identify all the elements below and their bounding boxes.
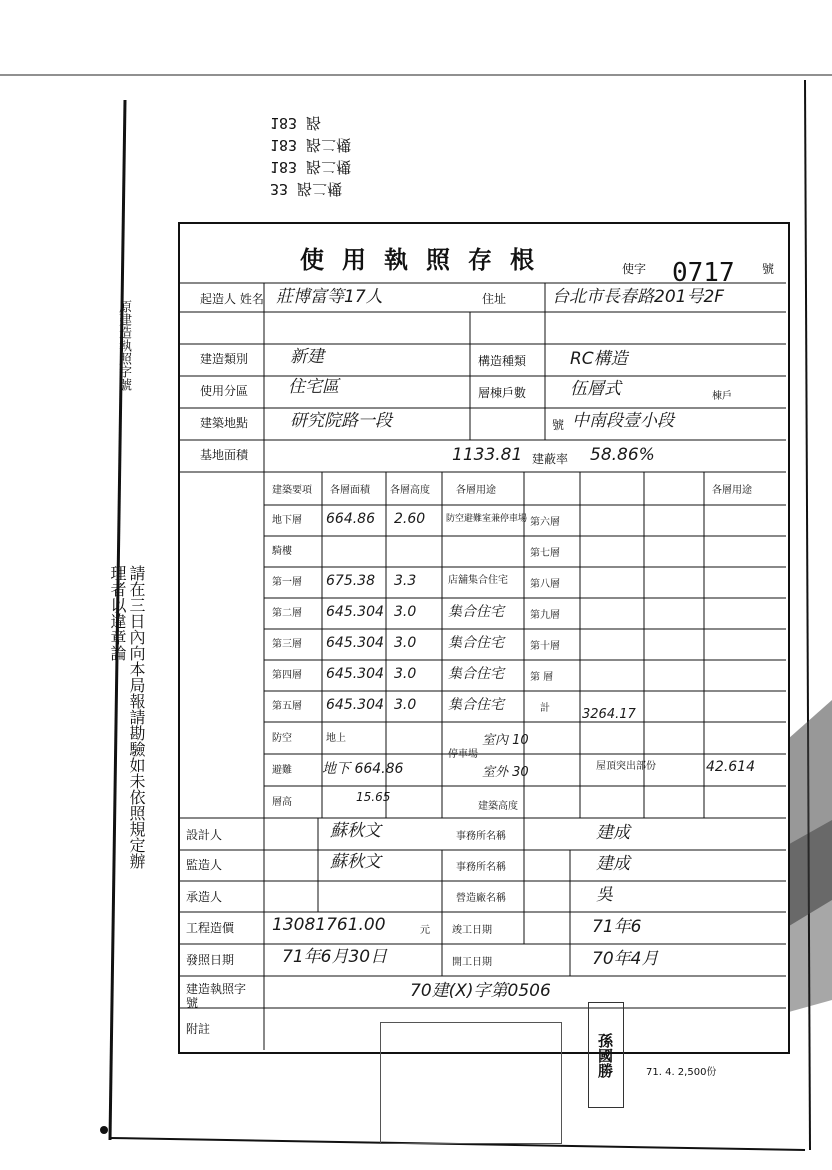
cost-unit: 元 (420, 925, 430, 936)
area-label: 基地面積 (200, 448, 249, 462)
margin-small-text: 原建造執照字號 (116, 300, 131, 391)
floor-name: 第四層 (272, 670, 302, 681)
right-floor-name: 第七層 (530, 548, 560, 559)
note-label: 附註 (186, 1022, 211, 1036)
floor-name: 第一層 (272, 577, 302, 588)
floor-area: 645.304 (326, 635, 384, 651)
floor-name: 第三層 (272, 639, 302, 650)
permit-number: 0717 (672, 258, 735, 288)
area-value: 1133.81 (452, 445, 523, 465)
site-label: 建築地點 (200, 416, 249, 430)
building-height-label: 建築高度 (478, 801, 518, 812)
coverage-value: 58.86% (590, 445, 655, 465)
designer-label: 設計人 (186, 828, 223, 842)
parking-out: 室外 30 (482, 765, 529, 780)
header-stamp-line: 183 路二樓 (270, 136, 352, 154)
floor-use: 集合住宅 (448, 635, 504, 651)
floor-name: 地下層 (272, 515, 302, 526)
margin-large-text: 請在三日內向本局報請勘驗如未依照規定辦理者以違章論 (108, 565, 146, 869)
designer-office: 建成 (596, 823, 630, 843)
type-label: 建造類別 (200, 352, 249, 366)
contractor-office-label: 營造廠名稱 (456, 893, 506, 904)
col-header-height: 各層高度 (390, 485, 430, 496)
structure-value: RC構造 (570, 349, 628, 369)
right-floor-name: 第十層 (530, 641, 560, 652)
total-area: 3264.17 (582, 707, 636, 722)
header-stamp-line: 183 路 (270, 114, 322, 132)
floor-name: 第二層 (272, 608, 302, 619)
designer-office-label: 事務所名稱 (456, 831, 506, 842)
supervisor-label: 監造人 (186, 858, 223, 872)
site-value: 研究院路一段 (290, 411, 392, 431)
floor-area: 645.304 (326, 604, 384, 620)
refuge-label: 避難 (272, 765, 292, 776)
floor-height: 2.60 (394, 511, 426, 527)
cost-label: 工程造價 (186, 921, 235, 935)
floor-use: 店舖集合住宅 (448, 575, 508, 586)
address-label: 住址 (482, 292, 507, 306)
shelter-label: 防空 (272, 733, 292, 744)
header-stamp-line: 183 路二樓 (270, 158, 352, 176)
bottom-stamp-area (380, 1022, 562, 1144)
coverage-label: 建蔽率 (532, 452, 569, 466)
header-stamp-line: 33 路二樓 (270, 180, 343, 198)
floors-label: 層棟戶數 (478, 386, 527, 400)
structure-label: 構造種類 (478, 354, 527, 368)
start-value: 70年4月 (592, 949, 659, 969)
owner-label: 起造人 姓名 (200, 292, 264, 306)
roof-value: 42.614 (706, 759, 755, 775)
issue-value: 71年6月30日 (282, 947, 388, 967)
contractor-label: 承造人 (186, 890, 223, 904)
roof-label: 屋頂突出部份 (596, 761, 656, 772)
floor-height: 3.0 (394, 604, 417, 620)
supervisor-office: 建成 (596, 854, 630, 874)
refuge-value: 地下 664.86 (322, 761, 404, 777)
right-floor-name: 第九層 (530, 610, 560, 621)
parking-in: 室內 10 (482, 733, 529, 748)
approver-stamp (588, 1002, 624, 1108)
shelter-value: 地上 (326, 733, 346, 744)
lot-value: 中南段壹小段 (572, 411, 674, 431)
height-label: 層高 (272, 797, 292, 808)
floor-area: 645.304 (326, 666, 384, 682)
floor-use: 集合住宅 (448, 697, 504, 713)
col-header-use: 各層用途 (456, 485, 496, 496)
floor-use: 集合住宅 (448, 604, 504, 620)
floor-height: 3.0 (394, 697, 417, 713)
license-label: 建造執照字號 (186, 982, 247, 1010)
floor-area: 645.304 (326, 697, 384, 713)
start-label: 開工日期 (452, 957, 492, 968)
owner-value: 莊博富等17人 (276, 287, 383, 307)
type-value: 新建 (290, 347, 324, 367)
floor-use: 集合住宅 (448, 666, 504, 682)
floor-height: 3.0 (394, 635, 417, 651)
issue-label: 發照日期 (186, 953, 235, 967)
height-value: 15.65 (356, 790, 391, 804)
right-floor-name: 第八層 (530, 579, 560, 590)
print-note: 71. 4. 2,500份 (646, 1067, 717, 1078)
right-floor-name: 第六層 (530, 517, 560, 528)
address-value: 台北市長春路201号2F (552, 287, 725, 307)
parking-label: 停車場 (448, 749, 478, 760)
floor-area: 664.86 (326, 511, 375, 527)
cost-value: 13081761.00 (272, 915, 386, 935)
floor-area: 675.38 (326, 573, 375, 589)
units-value: 棟戶 (712, 391, 732, 402)
floors-value: 伍層式 (570, 379, 621, 399)
supervisor-name: 蘇秋文 (330, 852, 381, 872)
floor-name: 第五層 (272, 701, 302, 712)
permit-suffix: 號 (762, 262, 775, 276)
completion-value: 71年6 (592, 917, 642, 937)
supervisor-office-label: 事務所名稱 (456, 862, 506, 873)
designer-name: 蘇秋文 (330, 821, 381, 841)
license-value: 70建(X)字第0506 (410, 981, 551, 1001)
approver-name: 孫國勝 (596, 1033, 614, 1078)
right-floor-name: 計 (540, 703, 550, 714)
col-header-use-right: 各層用途 (712, 485, 752, 496)
col-header-item: 建築要項 (272, 485, 312, 496)
zone-value: 住宅區 (288, 377, 339, 397)
col-header-area: 各層面積 (330, 485, 370, 496)
completion-label: 竣工日期 (452, 925, 492, 936)
form-title: 使用執照存根 (300, 245, 552, 274)
zone-label: 使用分區 (200, 384, 249, 398)
lot-label: 號 (552, 418, 565, 432)
floor-name: 騎樓 (272, 546, 292, 557)
right-floor-name: 第 層 (530, 672, 554, 683)
floor-use: 防空避難室兼停車場 (446, 514, 528, 524)
floor-height: 3.3 (394, 573, 417, 589)
contractor-office: 吳 (596, 885, 613, 905)
floor-height: 3.0 (394, 666, 417, 682)
permit-prefix: 使字 (622, 262, 647, 276)
